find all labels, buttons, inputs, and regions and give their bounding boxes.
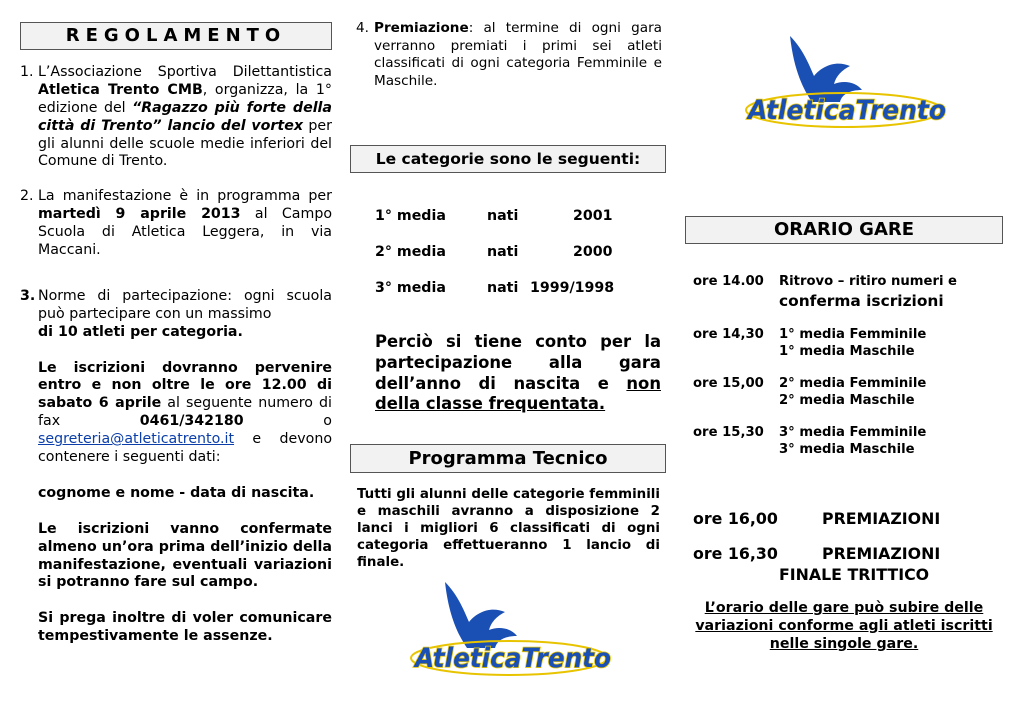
rule-text: : al termine di ogni gara verranno premiati i primi sei atleti classificati di ogni categoria Femminile e Maschile.	[374, 20, 662, 90]
rule-item-4	[356, 20, 662, 91]
orario-gare-title-text: ORARIO GARE	[773, 219, 915, 240]
category-media: 1° media	[375, 208, 446, 224]
category-row	[375, 280, 614, 298]
category-row	[375, 244, 613, 262]
schedule-line2: 3° media Maschile	[779, 441, 915, 457]
rule-text: per gli alunni delle scuole medie inferiori del Comune di Trento.	[38, 117, 332, 170]
atletica-trento-logo-bottom	[405, 578, 620, 686]
rule-number: 4.	[356, 20, 369, 36]
schedule-line1: 1° media Femminile	[779, 327, 927, 342]
iscrizioni-text: al seguente numero di fax	[38, 395, 332, 430]
programma-paragraph	[357, 486, 660, 571]
orario-note	[690, 600, 998, 654]
category-nati: nati	[487, 208, 519, 224]
rule-text: al Campo Scuola di Atletica Leggera, in via Maccani.	[38, 206, 333, 259]
schedule-time: ore 14.00	[693, 274, 764, 289]
schedule-time: ore 14,30	[693, 327, 764, 342]
premiazioni-time: ore 16,00	[693, 509, 778, 528]
category-nati: nati	[487, 244, 519, 260]
schedule-line1: 3° media Femminile	[779, 425, 927, 440]
category-media: 3° media	[375, 280, 446, 296]
rule-item-1	[20, 64, 332, 171]
iscrizioni-text: e devono contenere i seguenti dati:	[38, 431, 332, 466]
schedule-row	[693, 425, 926, 458]
prega-paragraph	[20, 610, 332, 646]
conferma-text: Le iscrizioni vanno confermate almeno un’ora prima dell’inizio della manifestazione, eventuali variazioni si potranno fare sul campo.	[38, 520, 332, 591]
category-year: 2001	[573, 208, 613, 224]
regolamento-title	[20, 22, 332, 50]
percio-text-underlined: non della classe frequentata.	[375, 373, 661, 414]
category-row	[375, 208, 613, 226]
schedule-line1: 2° media Femminile	[779, 376, 927, 391]
conferma-paragraph	[20, 521, 332, 593]
dati-required	[20, 485, 332, 503]
email-link[interactable]: segreteria@atleticatrento.it	[38, 431, 235, 448]
rule-number: 1.	[20, 64, 34, 80]
category-year: 2000	[573, 244, 613, 260]
rule-text: , organizza, la 1° edizione del	[38, 81, 332, 116]
iscrizioni-text: o	[243, 413, 332, 430]
schedule-line2: conferma iscrizioni	[779, 292, 944, 310]
eagle-icon	[445, 582, 517, 648]
schedule-line2: 2° media Maschile	[779, 392, 915, 408]
premiazioni-row	[693, 509, 940, 529]
rule-text-bold: Premiazione	[374, 20, 469, 36]
schedule-row	[779, 292, 944, 311]
rule-text-bold-italic: “Ragazzo più forte della città di Trento” lancio del vortex	[38, 99, 332, 134]
percio-text: Perciò si tiene conto per la partecipazione alla gara dell’anno di nascita e	[375, 332, 661, 393]
schedule-row	[693, 327, 926, 360]
rule-number: 3.	[20, 287, 36, 304]
iscrizioni-paragraph	[20, 360, 332, 467]
premiazioni-label: PREMIAZIONI	[822, 544, 941, 563]
category-year: 1999/1998	[530, 280, 615, 296]
programma-text: Tutti gli alunni delle categorie femminili e maschili avranno a disposizione 2 lanci i migliori 6 classificati di ogni categoria effettueranno 1 lancio di finale.	[357, 487, 660, 571]
premiazioni-label: PREMIAZIONI	[822, 509, 941, 528]
rule-text: Norme di partecipazione: ogni scuola può partecipare con un massimo	[38, 287, 332, 322]
schedule-row	[693, 274, 957, 291]
programma-title	[350, 444, 666, 473]
finale-trittico-label: FINALE TRITTICO	[779, 564, 930, 584]
percio-paragraph	[375, 332, 661, 415]
premiazioni-finale-row	[693, 544, 940, 585]
schedule-time: ore 15,00	[693, 376, 764, 391]
fax-number: 0461/342180	[139, 413, 244, 430]
rule-item-2	[20, 188, 332, 260]
orario-gare-title	[685, 216, 1003, 244]
prega-text: Si prega inoltre di voler comunicare tempestivamente le assenze.	[38, 610, 332, 645]
category-nati: nati	[487, 280, 519, 296]
rule-text-bold: di 10 atleti per categoria.	[38, 323, 243, 340]
programma-title-text: Programma Tecnico	[408, 448, 608, 469]
logo-text: AtleticaTrento	[413, 643, 611, 674]
atletica-trento-logo-top	[740, 32, 955, 140]
schedule-row	[693, 376, 926, 409]
rule-text: La manifestazione è in programma per	[38, 188, 332, 205]
regolamento-title-text: REGOLAMENTO	[65, 25, 287, 46]
categorie-title-text: Le categorie sono le seguenti:	[375, 150, 641, 168]
orario-note-text: L’orario delle gare può subire delle variazioni conforme agli atleti iscritti nelle singole gare.	[695, 600, 993, 652]
column-regolamento	[20, 22, 332, 646]
schedule-line1: Ritrovo – ritiro numeri e	[779, 274, 957, 289]
logo-text: AtleticaTrento	[746, 95, 946, 126]
rule-text: L’Associazione Sportiva Dilettantistica	[38, 64, 332, 80]
premiazioni-time: ore 16,30	[693, 544, 778, 563]
dati-text: cognome e nome - data di nascita.	[38, 484, 315, 501]
rule-text-bold: Atletica Trento CMB	[38, 81, 203, 98]
category-media: 2° media	[375, 244, 446, 260]
rule-text-bold: martedì 9 aprile 2013	[38, 206, 241, 223]
rule-number: 2.	[20, 188, 34, 205]
categorie-title	[350, 145, 666, 173]
rule-item-3	[20, 288, 332, 342]
column-categorie	[356, 20, 662, 91]
schedule-line2: 1° media Maschile	[779, 343, 915, 359]
schedule-time: ore 15,30	[693, 425, 764, 440]
iscrizioni-deadline: Le iscrizioni dovranno pervenire entro e non oltre le ore 12.00 di sabato 6 aprile	[38, 359, 332, 412]
